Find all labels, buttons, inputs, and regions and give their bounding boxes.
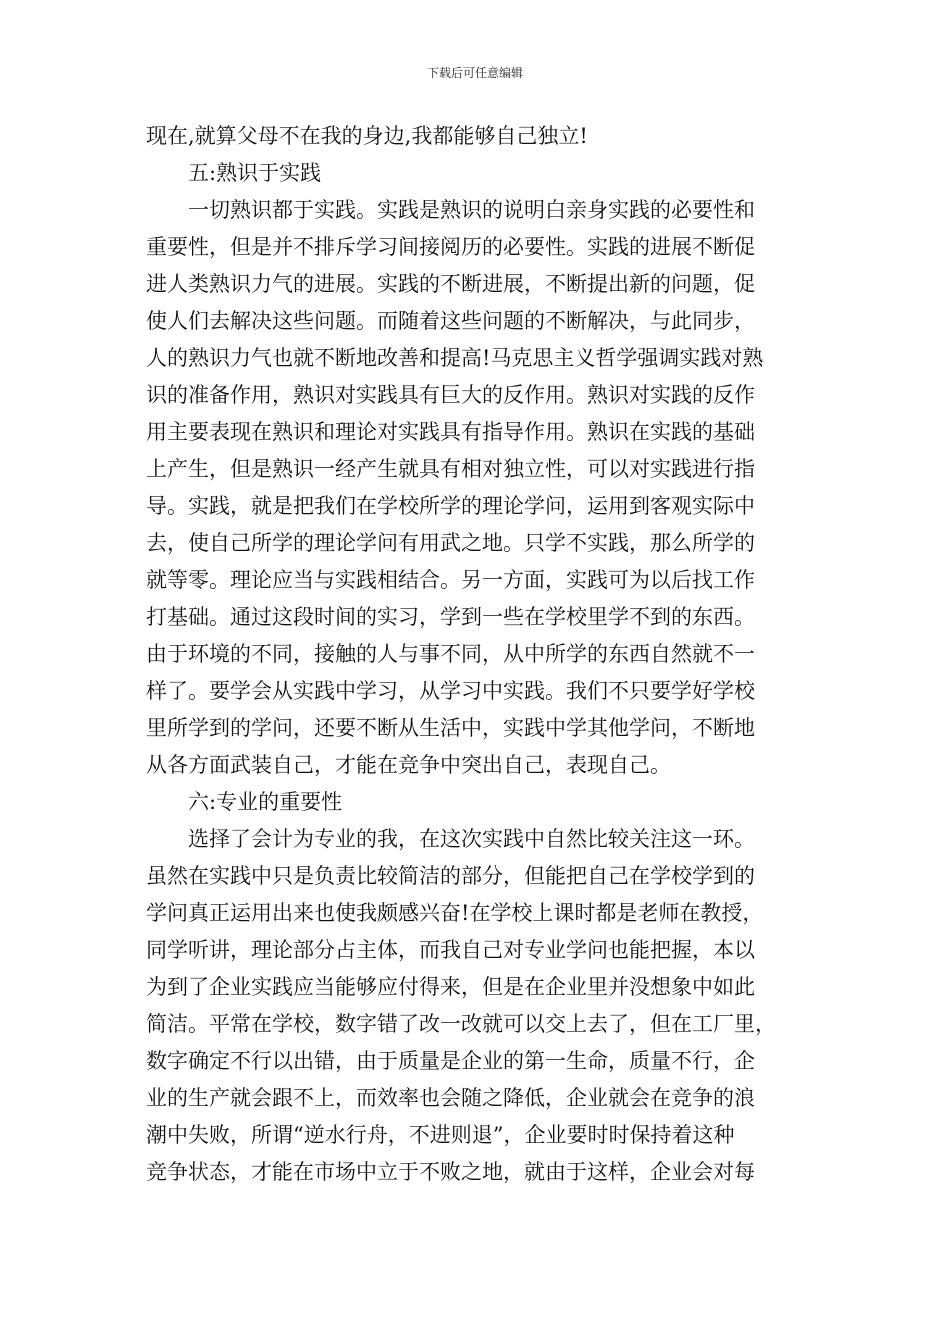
text-line: 从各方面武装自己，才能在竞争中突出自己，表现自己。 <box>146 753 671 777</box>
text-line: 六:专业的重要性 <box>188 790 343 814</box>
text-line: 就等零。理论应当与实践相结合。另一方面，实践可为以后找工作 <box>146 568 755 592</box>
text-line: 里所学到的学问，还要不断从生活中，实践中学其他学问，不断地 <box>146 716 755 740</box>
text-line: 业的生产就会跟不上，而效率也会随之降低，企业就会在竞争的浪 <box>146 1086 755 1110</box>
text-line: 打基础。通过这段时间的实习，学到一些在学校里学不到的东西。 <box>146 605 755 629</box>
text-line: 识的准备作用，熟识对实践具有巨大的反作用。熟识对实践的反作 <box>146 383 755 407</box>
text-line: 同学听讲，理论部分占主体，而我自己对专业学问也能把握，本以 <box>146 938 755 962</box>
text-line: 样了。要学会从实践中学习，从学习中实践。我们不只要学好学校 <box>146 679 755 703</box>
text-line: 竞争状态，才能在市场中立于不败之地，就由于这样，企业会对每 <box>146 1160 755 1184</box>
text-line: 一切熟识都于实践。实践是熟识的说明白亲身实践的必要性和 <box>188 198 755 222</box>
text-line: 五:熟识于实践 <box>188 161 322 185</box>
text-line: 潮中失败，所谓“逆水行舟，不进则退”，企业要时时保持着这种 <box>146 1123 735 1147</box>
text-line: 上产生，但是熟识一经产生就具有相对独立性，可以对实践进行指 <box>146 457 755 481</box>
text-line: 去，使自己所学的理论学问有用武之地。只学不实践，那么所学的 <box>146 531 755 555</box>
text-line: 为到了企业实践应当能够应付得来，但是在企业里并没想象中如此 <box>146 975 755 999</box>
text-line: 选择了会计为专业的我，在这次实践中自然比较关注这一环。 <box>188 827 755 851</box>
text-line: 使人们去解决这些问题。而随着这些问题的不断解决，与此同步， <box>146 309 755 333</box>
text-line: 简洁。平常在学校，数字错了改一改就可以交上去了，但在工厂里， <box>146 1012 776 1036</box>
text-line: 进人类熟识力气的进展。实践的不断进展，不断提出新的问题，促 <box>146 272 755 296</box>
text-line: 虽然在实践中只是负责比较简洁的部分，但能把自己在学校学到的 <box>146 864 755 888</box>
text-line: 导。实践，就是把我们在学校所学的理论学问，运用到客观实际中 <box>146 494 755 518</box>
text-line: 数字确定不行以出错，由于质量是企业的第一生命，质量不行，企 <box>146 1049 755 1073</box>
text-line: 现在,就算父母不在我的身边,我都能够自己独立! <box>146 124 588 148</box>
text-line: 人的熟识力气也就不断地改善和提高!马克思主义哲学强调实践对熟 <box>146 346 764 370</box>
text-line: 学问真正运用出来也使我颇感兴奋!在学校上课时都是老师在教授， <box>146 901 764 925</box>
text-line: 由于环境的不同，接触的人与事不同，从中所学的东西自然就不一 <box>146 642 755 666</box>
text-line: 用主要表现在熟识和理论对实践具有指导作用。熟识在实践的基础 <box>146 420 755 444</box>
page-header: 下载后可任意编辑 <box>426 66 523 80</box>
text-line: 重要性，但是并不排斥学习间接阅历的必要性。实践的进展不断促 <box>146 235 755 259</box>
document-body <box>146 118 806 1191</box>
